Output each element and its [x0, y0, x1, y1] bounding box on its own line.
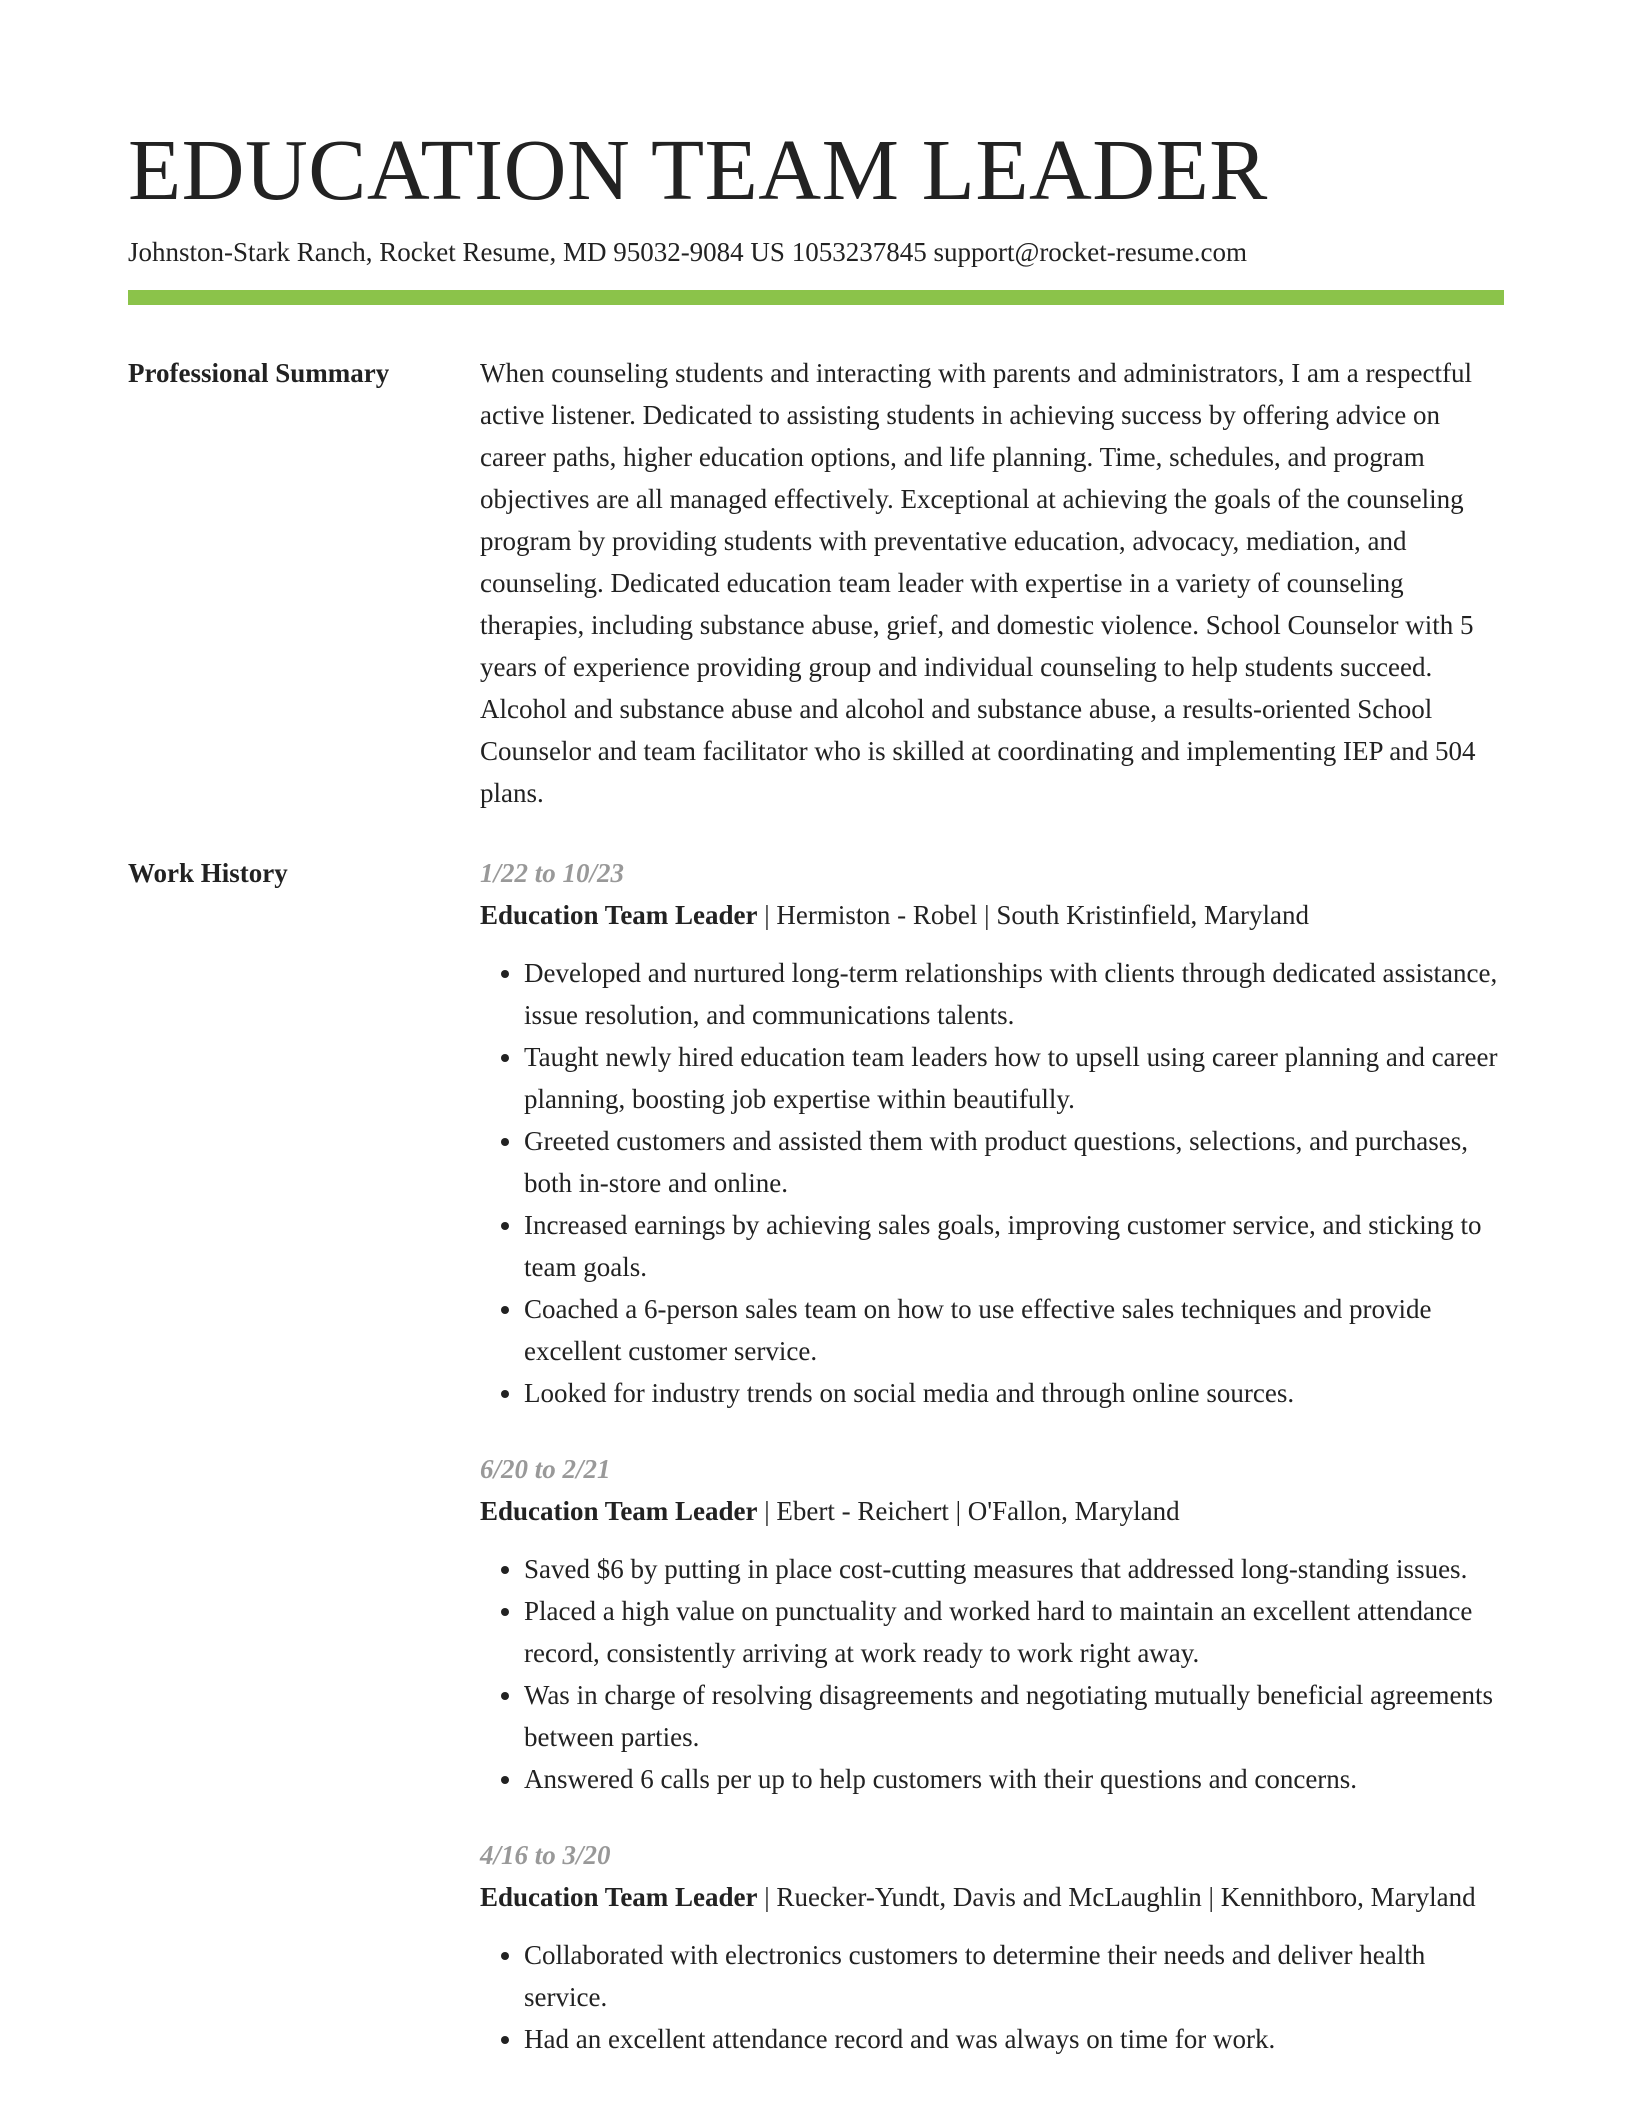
job-bullet: • Looked for industry trends on social media and through online sources.: [524, 1372, 1504, 1414]
job-entry: [480, 1834, 1504, 2060]
job-bullet: • Coached a 6-person sales team on how to use effective sales techniques and provide excellent customer service.: [524, 1288, 1504, 1372]
job-title: Education Team Leader: [480, 1882, 758, 1912]
job-dates: 1/22 to 10/23: [480, 858, 625, 888]
summary-text: When counseling students and interacting with parents and administrators, I am a respectful active listener. Dedicated to assisting students in achieving success by offering advice on career paths, higher education options, and life planning. Time, schedules, and program objectives are all managed effectively. Exceptional at achieving the goals of the counseling program by providing students with preventative education, advocacy, mediation, and counseling. Dedicated education team leader with expertise in a variety of counseling therapies, including substance abuse, grief, and domestic violence. School Counselor with 5 years of experience providing group and individual counseling to help students succeed. Alcohol and substance abuse and alcohol and substance abuse, a results-oriented School Counselor and team facilitator who is skilled at coordinating and implementing IEP and 504 plans.: [480, 358, 1476, 808]
job-bullets: [480, 1934, 1504, 2060]
section-label-summary: Professional Summary: [128, 358, 390, 388]
job-bullet: • Developed and nurtured long-term relationships with clients through dedicated assistance, issue resolution, and communications talents.: [524, 952, 1504, 1036]
job-role-line: [480, 1490, 1504, 1532]
summary-section: [128, 352, 1504, 814]
job-bullet: • Saved $6 by putting in place cost-cutting measures that addressed long-standing issues.: [524, 1548, 1504, 1590]
job-details: | Ruecker-Yundt, Davis and McLaughlin | Kennithboro, Maryland: [757, 1882, 1476, 1912]
job-bullet: • Had an excellent attendance record and was always on time for work.: [524, 2018, 1504, 2060]
job-title: Education Team Leader: [480, 1496, 758, 1526]
resume-name: EDUCATION TEAM LEADER: [128, 121, 1268, 218]
resume-page: [128, 118, 1504, 2060]
job-bullet: • Increased earnings by achieving sales goals, improving customer service, and sticking to team goals.: [524, 1204, 1504, 1288]
work-history-section: [128, 852, 1504, 2060]
job-bullet: • Placed a high value on punctuality and worked hard to maintain an excellent attendance record, consistently arriving at work ready to work right away.: [524, 1590, 1504, 1674]
job-entry: [480, 852, 1504, 1414]
work-history-body: [480, 852, 1504, 2060]
job-bullets: [480, 1548, 1504, 1800]
job-dates: 4/16 to 3/20: [480, 1840, 611, 1870]
section-label-work-history: Work History: [128, 858, 288, 888]
job-bullet: • Collaborated with electronics customers to determine their needs and deliver health service.: [524, 1934, 1504, 2018]
job-dates: 6/20 to 2/21: [480, 1454, 611, 1484]
job-bullet: • Taught newly hired education team leaders how to upsell using career planning and career planning, boosting job expertise within beautifully.: [524, 1036, 1504, 1120]
job-bullet: • Answered 6 calls per up to help customers with their questions and concerns.: [524, 1758, 1504, 1800]
job-role-line: [480, 894, 1504, 936]
job-role-line: [480, 1876, 1504, 1918]
job-entry: [480, 1448, 1504, 1800]
header-divider: [128, 290, 1504, 305]
job-bullet: • Was in charge of resolving disagreements and negotiating mutually beneficial agreements between parties.: [524, 1674, 1504, 1758]
job-bullet: • Greeted customers and assisted them with product questions, selections, and purchases, both in-store and online.: [524, 1120, 1504, 1204]
job-title: Education Team Leader: [480, 900, 758, 930]
contact-line: Johnston-Stark Ranch, Rocket Resume, MD 95032-9084 US 1053237845 support@rocket-resume.com: [128, 237, 1247, 267]
job-bullets: [480, 952, 1504, 1414]
job-details: | Hermiston - Robel | South Kristinfield, Maryland: [757, 900, 1310, 930]
summary-body: [480, 352, 1504, 814]
job-details: | Ebert - Reichert | O'Fallon, Maryland: [757, 1496, 1180, 1526]
